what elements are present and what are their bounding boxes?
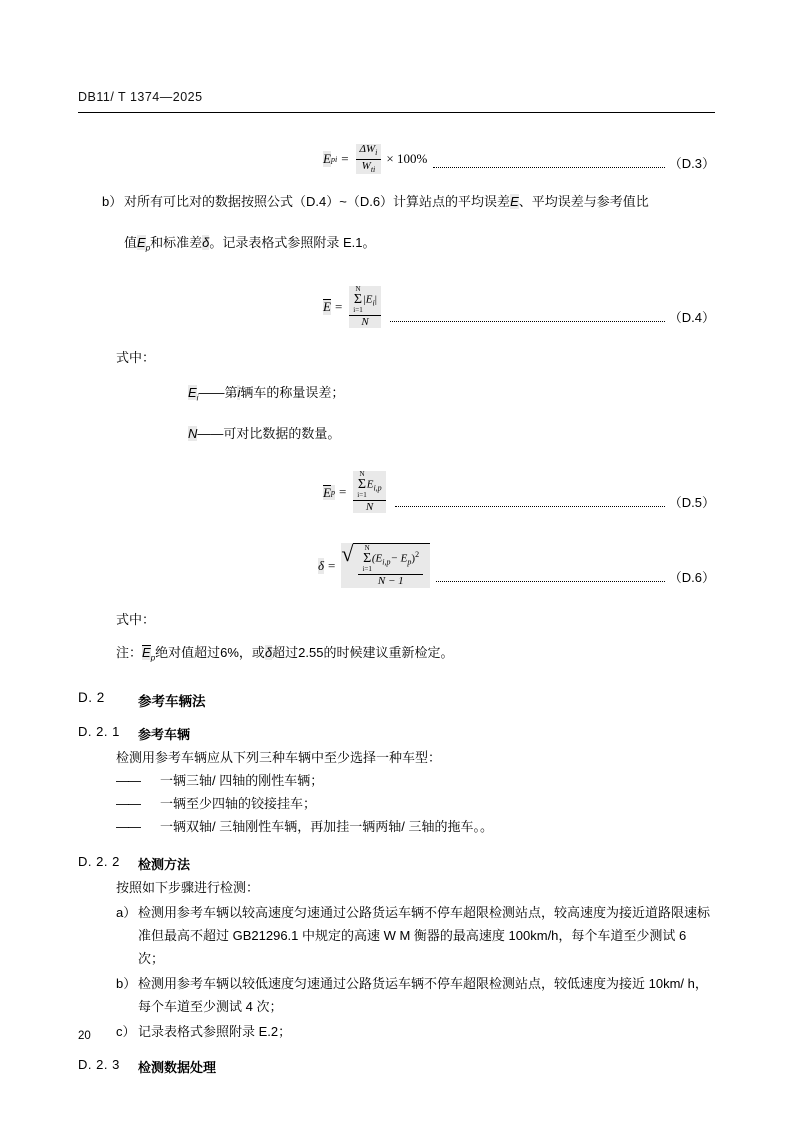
formula-d6-num: (E <box>371 552 383 565</box>
list-item-b-line2b: 和标准差 <box>150 235 203 251</box>
formula-d4-num-tail: | <box>374 293 377 306</box>
definition-N-dash: —— <box>197 425 224 441</box>
formula-d3: E pi = $\frac{\Delta W_i}{W_{ti}}$ × 100% <box>323 143 428 174</box>
where-label-2: 式中： <box>116 611 156 627</box>
formula-d6-radical: √ N Σ i=1 $(E_{i,p}- E_p)^2$ N − 1 <box>341 543 430 588</box>
formula-d5: E p = N Σ i=1 $E_{i,p}$ N <box>323 471 389 514</box>
note-prefix: 注： <box>116 644 143 660</box>
formula-d4-leader <box>390 320 665 322</box>
dash-marker: —— <box>116 772 140 788</box>
d21-dash-item-3 <box>78 815 715 838</box>
where-label-1: 式中： <box>116 350 156 366</box>
formula-d5-sum: N Σ i=1 <box>357 469 367 499</box>
formula-d5-row <box>78 471 715 514</box>
formula-d3-num-sub: i <box>375 148 378 158</box>
formula-d3-row <box>78 144 715 174</box>
formula-d3-den-sub: ti <box>370 164 376 174</box>
definition-Ei-dash: —— <box>198 385 225 401</box>
formula-d5-num-sub: i,p <box>373 483 382 493</box>
d21-intro: 检测用参考车辆应从下列三种车辆中至少选择一种车型： <box>116 749 442 765</box>
formula-d6-row <box>78 543 715 588</box>
formula-d3-lhs: E <box>323 151 331 167</box>
formula-d3-number: （D.3） <box>668 156 715 172</box>
formula-d5-num: E <box>366 478 374 491</box>
definition-N-symbol: N <box>188 425 198 441</box>
section-heading-d23-number: D. 2. 3 <box>78 1056 120 1072</box>
d22-list-item-a <box>78 901 715 970</box>
d22-list-item-c-text: 记录表格式参照附录 E.2； <box>138 1023 292 1039</box>
note-line <box>78 641 715 670</box>
formula-d6-fraction <box>358 545 423 588</box>
formula-d6-num-pow: 2 <box>415 550 420 560</box>
section-heading-d22-title: 检测方法 <box>138 856 191 872</box>
formula-d3-tail: × 100% <box>386 151 428 167</box>
formula-d6-leader <box>436 580 665 582</box>
definition-Ei-sub: i <box>196 393 199 403</box>
formula-d4-sum-top: N <box>355 284 361 293</box>
section-heading-d21 <box>78 724 715 743</box>
note-sym-Ep: E <box>142 644 151 660</box>
d22-list-item-b <box>78 972 715 1018</box>
note-sym-delta: δ <box>264 644 273 660</box>
formula-d6-sum: N Σ i=1 <box>362 544 372 574</box>
section-heading-d23 <box>78 1057 715 1076</box>
definition-Ei-var: i <box>237 385 241 401</box>
d21-dash-item-2 <box>78 792 715 815</box>
list-item-b-sym-delta: δ <box>202 235 210 251</box>
formula-d6-num-sub: i,p <box>382 558 391 568</box>
section-heading-d23-title: 检测数据处理 <box>138 1059 217 1075</box>
definition-Ei-symbol: E <box>188 385 197 401</box>
list-item-b <box>78 190 715 260</box>
list-item-b-line2c: 。记录表格式参照附录 E.1。 <box>209 235 376 251</box>
page-content <box>78 126 715 1080</box>
d21-dash-item-2-text: 一辆至少四轴的铰接挂车； <box>160 795 317 811</box>
section-heading-d21-number: D. 2. 1 <box>78 723 120 739</box>
formula-d4-fraction <box>349 286 381 329</box>
d22-list-item-a-text: 检测用参考车辆以较高速度匀速通过公路货运车辆不停车超限检测站点，较高速度为接近道路限速标准但最高不超过 GB21296.1 中规定的高速 W M 衡器的最高速度 100km/h，每个车道至少测试 6 次； <box>138 904 711 966</box>
d22-list-item-b-text: 检测用参考车辆以较低速度匀速通过公路货运车辆不停车超限检测站点，较低速度为接近 10km/ h，每个车道至少测试 4 次； <box>138 975 708 1014</box>
formula-d6-num-sub2: p <box>407 558 412 568</box>
formula-d4-den: N <box>361 315 369 328</box>
list-item-b-marker: b） <box>102 194 123 210</box>
list-item-b-sym-Ep: E <box>137 235 146 251</box>
formula-d6-number: （D.6） <box>668 569 715 585</box>
formula-d5-leader <box>395 505 665 507</box>
d22-list-item-a-marker: a） <box>116 904 137 920</box>
formula-d4-row <box>78 286 715 329</box>
formula-d6-num-tail: ) <box>411 552 416 565</box>
note-text1: 绝对值超过6%，或 <box>155 644 265 660</box>
d21-dash-item-1-text: 一辆三轴/ 四轴的刚性车辆； <box>160 772 324 788</box>
formula-d5-number: （D.5） <box>668 495 715 511</box>
section-heading-d2-title: 参考车辆法 <box>138 693 206 709</box>
definition-Ei <box>78 381 715 410</box>
formula-d6-sum-bot: i=1 <box>362 565 372 574</box>
note-sym-Ep-sub: p <box>150 653 156 663</box>
formula-d4-number: （D.4） <box>668 310 715 326</box>
formula-d6-num-mid: − E <box>390 552 408 565</box>
d22-intro: 按照如下步骤进行检测： <box>116 879 260 895</box>
page-number: 20 <box>78 1030 91 1042</box>
formula-d4: E = N Σ i=1 $|E_i|$ N <box>323 286 384 329</box>
formula-d4-num-sub: i <box>372 298 375 308</box>
list-item-b-line1b: 、平均误差与参考值比 <box>518 194 649 210</box>
list-item-b-body <box>124 190 715 260</box>
formula-d4-sum-bot: i=1 <box>353 305 363 314</box>
formula-d5-fraction <box>353 471 385 514</box>
formula-d3-fraction <box>356 144 382 174</box>
section-heading-d2 <box>78 690 715 710</box>
d22-list-item-c <box>78 1020 715 1043</box>
dash-marker: —— <box>116 795 140 811</box>
d21-dash-item-1 <box>78 769 715 792</box>
formula-d4-num: |E <box>362 293 373 306</box>
list-item-b-sym-Ep-sub: p <box>145 243 151 253</box>
formula-d6-lhs: δ <box>318 557 325 573</box>
formula-d3-num: ΔW <box>359 143 376 155</box>
list-item-b-line2: 值 <box>124 235 138 251</box>
section-heading-d22 <box>78 854 715 873</box>
formula-d6-sum-top: N <box>364 544 370 553</box>
dash-marker: —— <box>116 818 140 834</box>
formula-d3-leader <box>433 166 664 168</box>
list-item-b-line1: 对所有可比对的数据按照公式（D.4）~（D.6）计算站点的平均误差 <box>124 194 511 210</box>
page-header: DB11/ T 1374—2025 <box>78 90 203 104</box>
d21-dash-item-3-text: 一辆双轴/ 三轴刚性车辆，再加挂一辆两轴/ 三轴的拖车。。 <box>160 818 493 834</box>
formula-d4-lhs: E <box>323 299 331 315</box>
section-heading-d22-number: D. 2. 2 <box>78 853 120 869</box>
header-rule <box>78 112 715 113</box>
formula-d3-den: W <box>361 159 371 172</box>
definition-Ei-text: 第 <box>224 385 238 401</box>
formula-d5-sum-top: N <box>359 469 365 478</box>
definition-Ei-text2: 辆车的称量误差； <box>240 385 345 401</box>
definition-N <box>78 422 715 445</box>
d22-list-item-c-marker: c） <box>116 1023 136 1039</box>
formula-d4-sum: N Σ i=1 <box>353 284 363 314</box>
d22-list-item-b-marker: b） <box>116 975 137 991</box>
section-heading-d2-number: D. 2 <box>78 689 105 705</box>
list-item-b-sym-E: E <box>510 194 519 210</box>
definition-N-text: 可对比数据的数量。 <box>223 425 341 441</box>
note-text2: 超过2.55的时候建议重新检定。 <box>272 644 454 660</box>
section-heading-d21-title: 参考车辆 <box>138 726 191 742</box>
formula-d5-lhs: E <box>323 484 331 500</box>
formula-d5-den: N <box>365 500 374 513</box>
formula-d3-lhs-sub: pi <box>330 154 338 164</box>
formula-d6-den: N − 1 <box>377 575 404 588</box>
formula-d5-lhs-sub: p <box>330 487 335 497</box>
formula-d5-sum-bot: i=1 <box>357 490 367 499</box>
formula-d6: δ = √ N Σ i=1 $(E_{i,p}- E_p)^2$ N − 1 <box>318 543 430 588</box>
